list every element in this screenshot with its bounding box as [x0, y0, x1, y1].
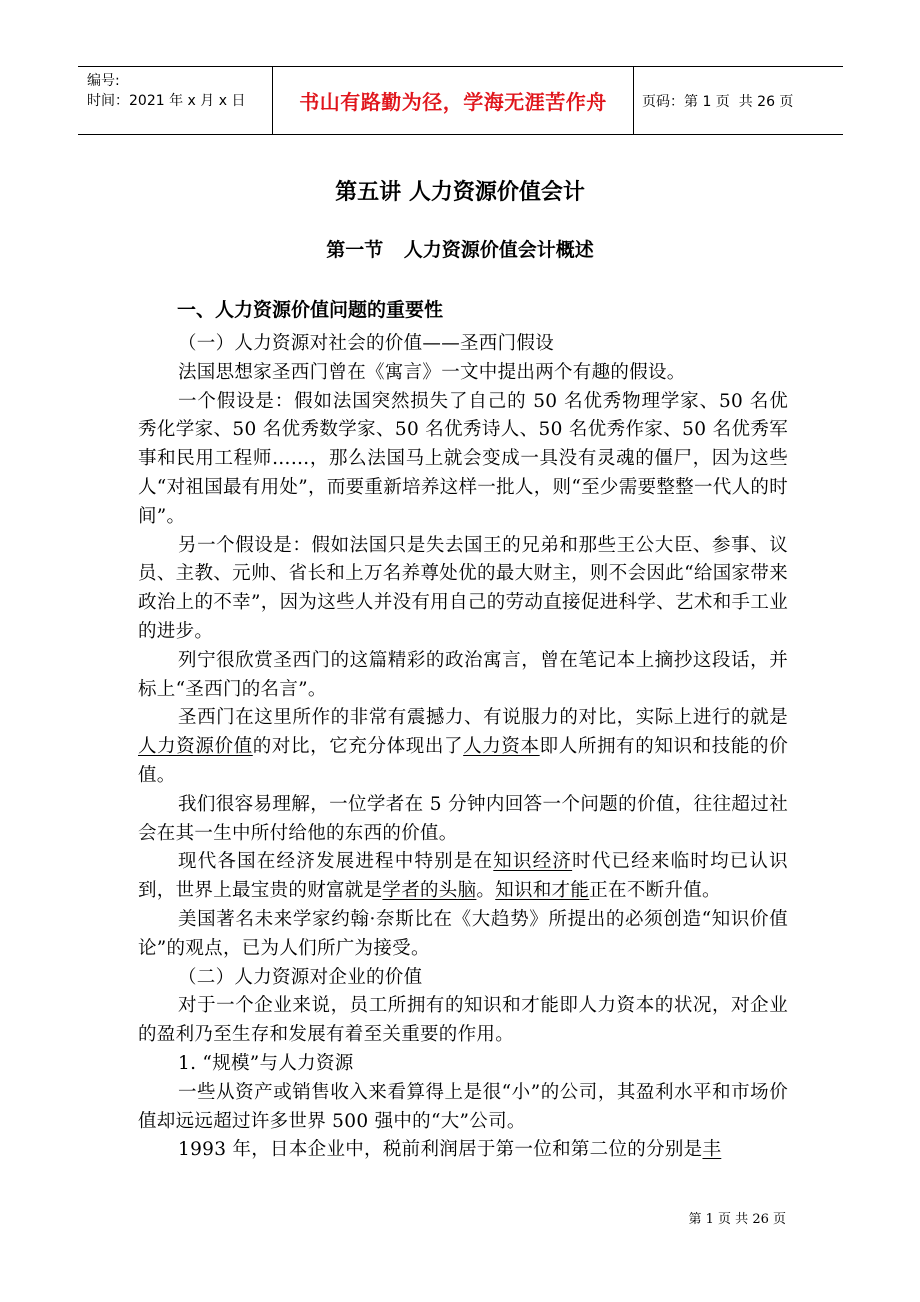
text-run: 圣西门在这里所作的非常有震撼力、有说服力的对比，实际上进行的就是 [178, 707, 788, 729]
underlined-term: 人力资源价值 [138, 736, 253, 758]
page-label: 页码：第 1 页 共 26 页 [642, 93, 794, 110]
text-run: 。 [476, 880, 496, 902]
paragraph: 对于一个企业来说，员工所拥有的知识和才能即人力资本的状况，对企业的盈利乃至生存和发展有着至关重要的作用。 [138, 995, 788, 1046]
page-title: 第五讲 人力资源价值会计 [335, 180, 585, 205]
time-label: 时间：2021 年 x 月 x 日 [87, 93, 246, 109]
header-page-cell [634, 67, 843, 134]
paragraph: 法国思想家圣西门曾在《寓言》一文中提出两个有趣的假设。 [178, 361, 686, 383]
paragraph: 列宁很欣赏圣西门的这篇精彩的政治寓言，曾在笔记本上摘抄这段话，并标上“圣西门的名言”。 [138, 649, 788, 700]
paragraph: 一些从资产或销售收入来看算得上是很“小”的公司，其盈利水平和市场价值却远远超过许多世界 500 强中的“大”公司。 [138, 1081, 788, 1132]
paragraph [138, 848, 788, 906]
paragraph [138, 1136, 788, 1165]
underlined-term: 学者的头脑 [382, 880, 477, 902]
motto-text: 书山有路勤为径，学海无涯苦作舟 [299, 90, 607, 114]
text-run: 的对比，它充分体现出了 [252, 736, 464, 758]
underlined-term: 丰 [702, 1139, 722, 1161]
text-run: 即人所拥有的知识和技能的价值。 [138, 736, 788, 786]
underlined-term: 知识和才能 [495, 880, 590, 902]
paragraph: 一个假设是：假如法国突然损失了自己的 50 名优秀物理学家、50 名优秀化学家、50 名优秀数学家、50 名优秀诗人、50 名优秀作家、50 名优秀军事和民用工程师……，那么法国马上就会变成一具没有灵魂的僵尸，因为这些人“对祖国最有用处”，而要重新培养这样一批人，则“至少需要整整一代人的时间”。 [138, 390, 788, 527]
paragraph: 1. “规模”与人力资源 [178, 1052, 354, 1074]
text-run: 1993 年，日本企业中，税前利润居于第一位和第二位的分别是 [178, 1139, 703, 1161]
header-motto-cell [273, 67, 634, 134]
document-header [78, 66, 843, 135]
paragraph: （二）人力资源对企业的价值 [178, 966, 423, 988]
header-meta-cell [78, 67, 273, 134]
underlined-term: 人力资本 [463, 736, 540, 758]
text-run: 时代已经来临时均已认识到，世界上最宝贵的财富就是 [138, 851, 788, 902]
paragraph: 美国著名未来学家约翰·奈斯比在《大趋势》所提出的必须创造“知识价值论”的观点，已为人们所广为接受。 [138, 908, 788, 959]
heading-importance: 一、人力资源价值问题的重要性 [177, 299, 444, 321]
paragraph: 我们很容易理解，一位学者在 5 分钟内回答一个问题的价值，往往超过社会在其一生中所付给他的东西的价值。 [138, 793, 788, 844]
text-run: 现代各国在经济发展进程中特别是在 [178, 851, 494, 873]
document-body [138, 330, 788, 1165]
text-run: 正在不断升值。 [589, 880, 721, 902]
paragraph: （一）人力资源对社会的价值——圣西门假设 [178, 333, 555, 354]
underlined-term: 知识经济 [493, 851, 573, 873]
number-label: 编号: [87, 73, 120, 89]
section-title: 第一节 人力资源价值会计概述 [326, 239, 594, 261]
paragraph: 另一个假设是：假如法国只是失去国王的兄弟和那些王公大臣、参事、议员、主教、元帅、省长和上万名养尊处优的最大财主，则不会因此“给国家带来政治上的不幸”，因为这些人并没有用自己的劳动直接促进科学、艺术和手工业的进步。 [138, 534, 788, 642]
paragraph [138, 704, 788, 790]
page-footer: 第 1 页 共 26 页 [688, 1212, 786, 1227]
